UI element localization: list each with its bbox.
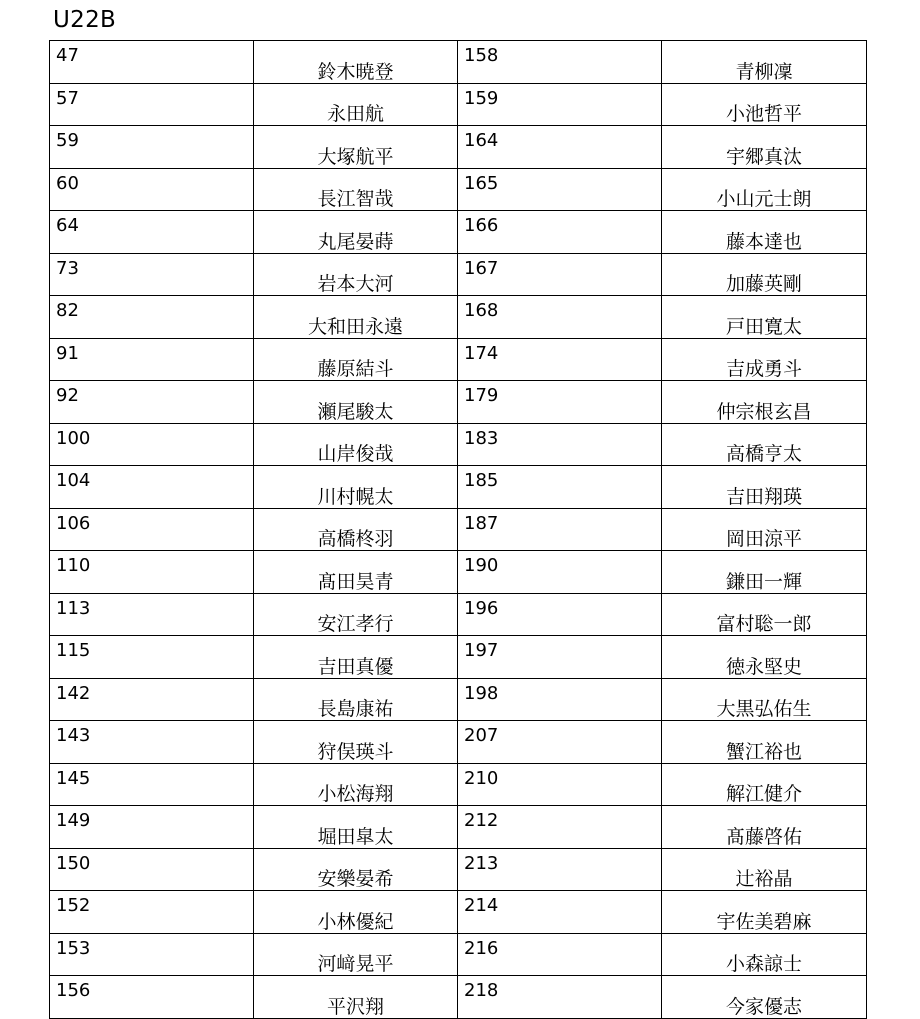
player-number-cell: 153 bbox=[50, 933, 254, 976]
roster-table-body bbox=[50, 41, 867, 1019]
player-number-cell: 60 bbox=[50, 168, 254, 211]
player-number-cell: 198 bbox=[458, 678, 662, 721]
player-name-cell: 宇佐美碧麻 bbox=[662, 891, 867, 934]
player-number-cell: 179 bbox=[458, 381, 662, 424]
player-number-cell: 113 bbox=[50, 593, 254, 636]
player-name-cell: 吉田真優 bbox=[254, 636, 458, 679]
player-name-cell: 仲宗根玄昌 bbox=[662, 381, 867, 424]
table-row bbox=[50, 83, 867, 126]
player-name-cell: 安江孝行 bbox=[254, 593, 458, 636]
player-name-cell: 辻裕晶 bbox=[662, 848, 867, 891]
player-number-cell: 196 bbox=[458, 593, 662, 636]
player-number-cell: 174 bbox=[458, 338, 662, 381]
player-number-cell: 104 bbox=[50, 466, 254, 509]
player-name-cell: 小林優紀 bbox=[254, 891, 458, 934]
player-number-cell: 150 bbox=[50, 848, 254, 891]
table-row bbox=[50, 253, 867, 296]
player-name-cell: 長江智哉 bbox=[254, 168, 458, 211]
player-number-cell: 213 bbox=[458, 848, 662, 891]
player-name-cell: 藤本達也 bbox=[662, 211, 867, 254]
player-name-cell: 平沢翔 bbox=[254, 976, 458, 1019]
table-row bbox=[50, 593, 867, 636]
table-row bbox=[50, 126, 867, 169]
player-name-cell: 髙藤啓佑 bbox=[662, 806, 867, 849]
table-row bbox=[50, 678, 867, 721]
player-number-cell: 210 bbox=[458, 763, 662, 806]
player-name-cell: 鈴木暁登 bbox=[254, 41, 458, 84]
player-number-cell: 152 bbox=[50, 891, 254, 934]
table-row bbox=[50, 508, 867, 551]
player-name-cell: 高橋亨太 bbox=[662, 423, 867, 466]
player-number-cell: 159 bbox=[458, 83, 662, 126]
player-number-cell: 166 bbox=[458, 211, 662, 254]
player-name-cell: 丸尾晏蒔 bbox=[254, 211, 458, 254]
player-number-cell: 47 bbox=[50, 41, 254, 84]
player-name-cell: 小森諒士 bbox=[662, 933, 867, 976]
player-number-cell: 57 bbox=[50, 83, 254, 126]
player-number-cell: 214 bbox=[458, 891, 662, 934]
player-number-cell: 149 bbox=[50, 806, 254, 849]
player-number-cell: 164 bbox=[458, 126, 662, 169]
table-row bbox=[50, 551, 867, 594]
player-name-cell: 川村幌太 bbox=[254, 466, 458, 509]
table-row bbox=[50, 466, 867, 509]
player-number-cell: 110 bbox=[50, 551, 254, 594]
player-number-cell: 207 bbox=[458, 721, 662, 764]
player-number-cell: 158 bbox=[458, 41, 662, 84]
player-number-cell: 218 bbox=[458, 976, 662, 1019]
player-number-cell: 156 bbox=[50, 976, 254, 1019]
player-name-cell: 大黒弘佑生 bbox=[662, 678, 867, 721]
player-number-cell: 73 bbox=[50, 253, 254, 296]
roster-table bbox=[49, 40, 867, 1019]
table-row bbox=[50, 806, 867, 849]
page-title: U22B bbox=[53, 7, 117, 33]
player-number-cell: 183 bbox=[458, 423, 662, 466]
player-name-cell: 吉田翔瑛 bbox=[662, 466, 867, 509]
player-name-cell: 徳永堅史 bbox=[662, 636, 867, 679]
player-name-cell: 戸田寛太 bbox=[662, 296, 867, 339]
player-number-cell: 106 bbox=[50, 508, 254, 551]
table-row bbox=[50, 636, 867, 679]
player-name-cell: 岡田涼平 bbox=[662, 508, 867, 551]
player-name-cell: 大塚航平 bbox=[254, 126, 458, 169]
table-row bbox=[50, 168, 867, 211]
player-number-cell: 91 bbox=[50, 338, 254, 381]
player-name-cell: 河﨑晃平 bbox=[254, 933, 458, 976]
player-name-cell: 蟹江裕也 bbox=[662, 721, 867, 764]
player-number-cell: 187 bbox=[458, 508, 662, 551]
table-row bbox=[50, 211, 867, 254]
player-number-cell: 115 bbox=[50, 636, 254, 679]
table-row bbox=[50, 763, 867, 806]
table-row bbox=[50, 423, 867, 466]
table-row bbox=[50, 381, 867, 424]
player-name-cell: 狩俣瑛斗 bbox=[254, 721, 458, 764]
player-name-cell: 山岸俊哉 bbox=[254, 423, 458, 466]
player-name-cell: 小山元士朗 bbox=[662, 168, 867, 211]
table-row bbox=[50, 296, 867, 339]
player-name-cell: 瀬尾駿太 bbox=[254, 381, 458, 424]
table-row bbox=[50, 721, 867, 764]
player-name-cell: 高橋柊羽 bbox=[254, 508, 458, 551]
player-number-cell: 142 bbox=[50, 678, 254, 721]
table-row bbox=[50, 41, 867, 84]
player-name-cell: 藤原結斗 bbox=[254, 338, 458, 381]
player-number-cell: 100 bbox=[50, 423, 254, 466]
player-name-cell: 岩本大河 bbox=[254, 253, 458, 296]
player-number-cell: 143 bbox=[50, 721, 254, 764]
player-name-cell: 加藤英剛 bbox=[662, 253, 867, 296]
player-name-cell: 小池哲平 bbox=[662, 83, 867, 126]
player-number-cell: 64 bbox=[50, 211, 254, 254]
player-number-cell: 197 bbox=[458, 636, 662, 679]
player-number-cell: 190 bbox=[458, 551, 662, 594]
player-name-cell: 大和田永遠 bbox=[254, 296, 458, 339]
player-number-cell: 92 bbox=[50, 381, 254, 424]
player-name-cell: 小松海翔 bbox=[254, 763, 458, 806]
player-name-cell: 富村聡一郎 bbox=[662, 593, 867, 636]
player-number-cell: 168 bbox=[458, 296, 662, 339]
player-name-cell: 堀田皐太 bbox=[254, 806, 458, 849]
player-name-cell: 宇郷真汰 bbox=[662, 126, 867, 169]
player-name-cell: 安樂晏希 bbox=[254, 848, 458, 891]
player-number-cell: 59 bbox=[50, 126, 254, 169]
table-row bbox=[50, 338, 867, 381]
table-row bbox=[50, 891, 867, 934]
player-name-cell: 髙田昊青 bbox=[254, 551, 458, 594]
player-name-cell: 吉成勇斗 bbox=[662, 338, 867, 381]
player-name-cell: 鎌田一輝 bbox=[662, 551, 867, 594]
player-number-cell: 145 bbox=[50, 763, 254, 806]
player-name-cell: 今家優志 bbox=[662, 976, 867, 1019]
table-row bbox=[50, 976, 867, 1019]
table-row bbox=[50, 848, 867, 891]
player-name-cell: 解江健介 bbox=[662, 763, 867, 806]
player-number-cell: 216 bbox=[458, 933, 662, 976]
player-number-cell: 165 bbox=[458, 168, 662, 211]
player-number-cell: 185 bbox=[458, 466, 662, 509]
player-name-cell: 青柳凜 bbox=[662, 41, 867, 84]
player-number-cell: 82 bbox=[50, 296, 254, 339]
player-number-cell: 212 bbox=[458, 806, 662, 849]
player-number-cell: 167 bbox=[458, 253, 662, 296]
player-name-cell: 永田航 bbox=[254, 83, 458, 126]
player-name-cell: 長島康祐 bbox=[254, 678, 458, 721]
table-row bbox=[50, 933, 867, 976]
